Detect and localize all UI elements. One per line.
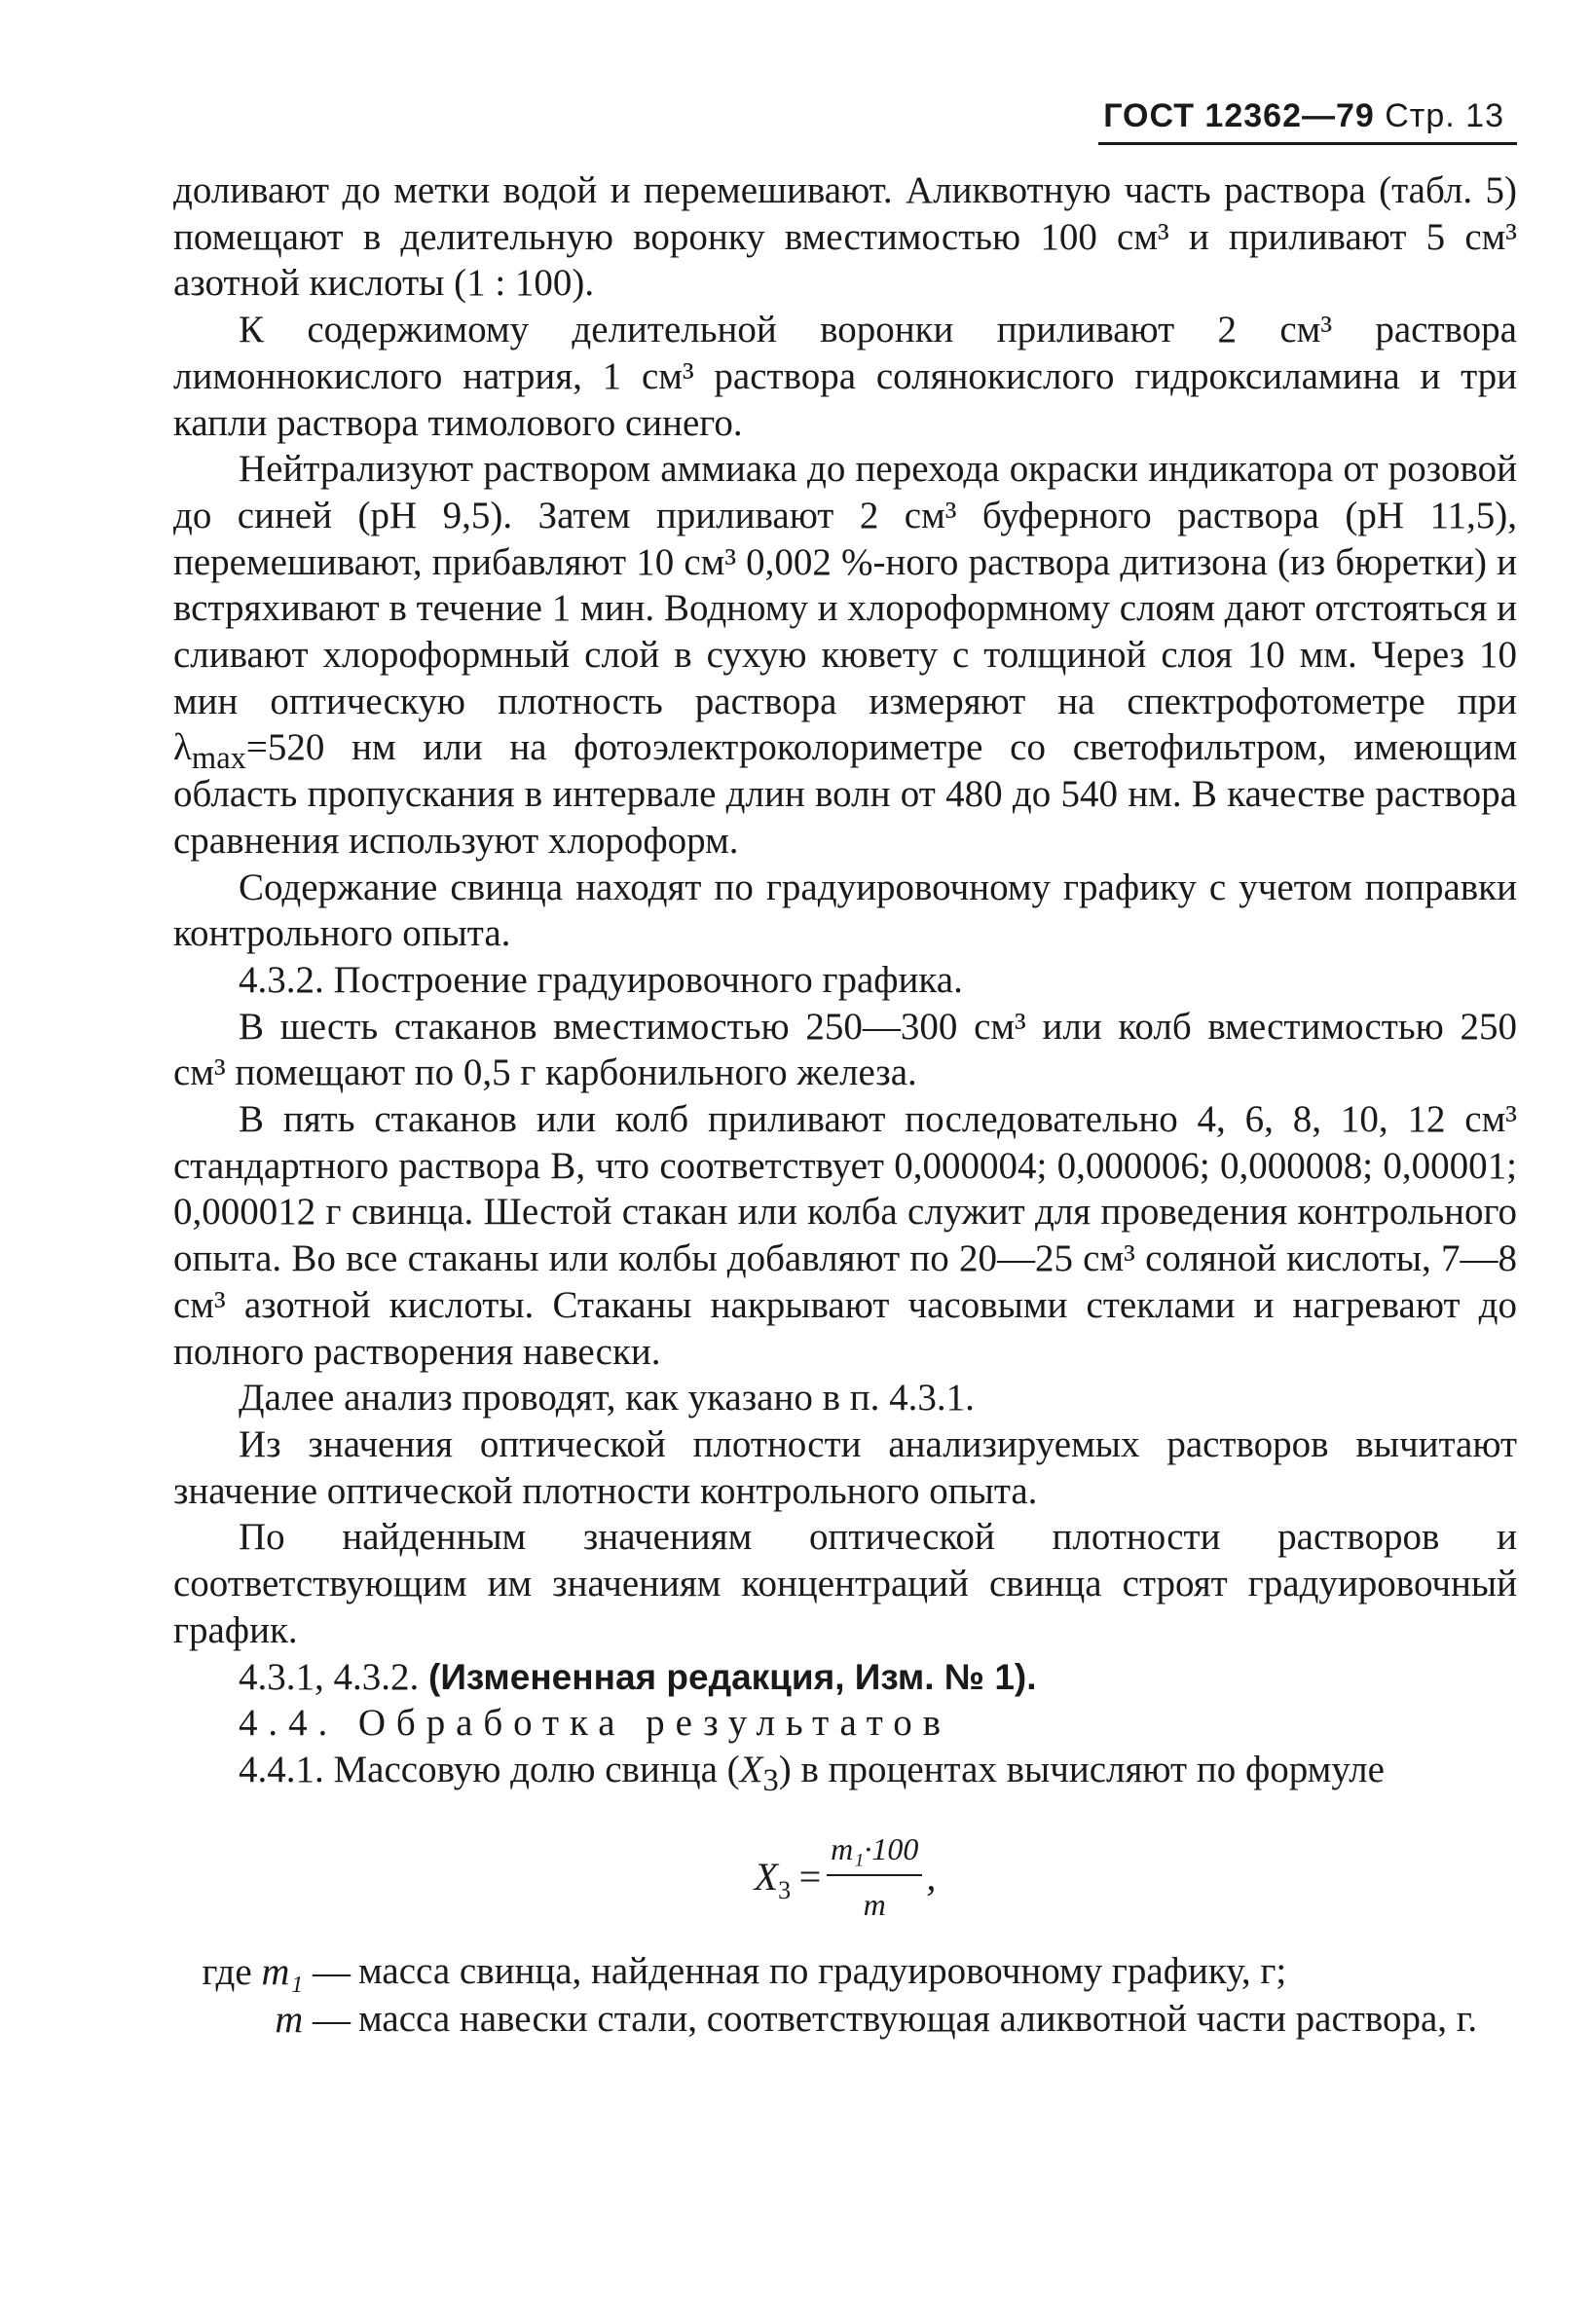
formula-x3 bbox=[173, 1826, 1517, 1929]
header-rule bbox=[1098, 142, 1517, 145]
formula-comma: , bbox=[926, 1855, 937, 1900]
paragraph-9: Из значения оптической плотности анализируемых растворов вычитают значение оптической плотности контрольного опыта. bbox=[173, 1422, 1517, 1512]
m1-dash: — bbox=[303, 1951, 351, 1994]
formula-denominator: m bbox=[863, 1887, 886, 1923]
lambda-max-subscript: max bbox=[191, 741, 246, 777]
formula-lhs-symbol: X bbox=[754, 1855, 779, 1900]
definition-symbol-m1 bbox=[173, 1948, 358, 1996]
paragraph-1: доливают до метки водой и перемешивают. Аликвотную часть раствора (табл. 5) помещают в делительную воронку вместимостью 100 см³ и приливают 5 см³ азотной кислоты (1 : 100). bbox=[173, 169, 1517, 305]
formula-lhs-subscript: 3 bbox=[778, 1876, 792, 1905]
m-symbol: m bbox=[275, 1996, 304, 2041]
formula-numerator: m₁·100 bbox=[827, 1826, 922, 1877]
paragraph-7: В пять стаканов или колб приливают последовательно 4, 6, 8, 10, 12 см³ стандартного раствора В, что соответствует 0,000004; 0,000006; 0,000008; 0,00001; 0,000012 г свинца. Шестой стакан или колба служит для проведения контрольного опыта. Во все стаканы или колбы добавляют по 20—25 см³ соляной кислоты, 7—8 см³ азотной кислоты. Стаканы накрывают часовыми стеклами и нагревают до полного растворения навески. bbox=[173, 1098, 1517, 1373]
paragraph-2: К содержимому делительной воронки приливают 2 см³ раствора лимоннокислого натрия, 1 см³ раствора солянокислого гидроксиламина и три капли раствора тимолового синего. bbox=[173, 309, 1517, 444]
definition-text-m1: масса свинца, найденная по градуировочному графику, г; bbox=[358, 1950, 1287, 1993]
standard-number: ГОСТ 12362—79 bbox=[1103, 97, 1375, 134]
page-number: Стр. 13 bbox=[1385, 97, 1504, 134]
where-word: где bbox=[202, 1951, 262, 1994]
formula-equals: = bbox=[796, 1855, 824, 1900]
x3-variable: X bbox=[739, 1748, 763, 1790]
x3-subscript: 3 bbox=[762, 1762, 779, 1798]
paragraph-3-part-a: Нейтрализуют раствором аммиака до перехода окраски индикатора от розовой до синей (pH 9,5). Затем приливают 2 см³ буферного раствора (pH 11,5), перемешивают, прибавляют 10 см³ 0,002 %-ного раствора дитизона (из бюретки) и встряхивают в течение 1 мин. Водному и хлороформному слоям дают отстояться и сливают хлороформный слой в сухую кювету с толщиной слоя 10 мм. Через 10 мин оптическую плотность раствора измеряют на спектрофотометре при λ bbox=[173, 448, 1517, 769]
paragraph-6: В шесть стаканов вместимостью 250—300 см³ или колб вместимостью 250 см³ помещают по 0,5 г карбонильного железа. bbox=[173, 1005, 1517, 1094]
page-header bbox=[1103, 97, 1504, 135]
paragraph-8: Далее анализ проводят, как указано в п. 4.3.1. bbox=[239, 1377, 975, 1420]
formula-lhs bbox=[754, 1854, 792, 1905]
paragraph-10: По найденным значениям оптической плотности растворов и соответствующим им значениям концентраций свинца строят градуировочный график. bbox=[173, 1516, 1517, 1651]
amendment-prefix: 4.3.1, 4.3.2. bbox=[239, 1655, 428, 1698]
paragraph-13-part-b: ) в процентах вычисляют по формуле bbox=[778, 1748, 1385, 1790]
definition-text-m: масса навески стали, соответствующая аликвотной части раствора, г. bbox=[358, 1997, 1478, 2040]
paragraph-3-part-b: =520 нм или на фотоэлектроколориметре со светофильтром, имеющим область пропускания в интервале длин волн от 480 до 540 нм. В качестве раствора сравнения используют хлороформ. bbox=[173, 726, 1517, 862]
section-4-4-heading: 4.4. Обработка результатов bbox=[239, 1702, 951, 1745]
amendment-note bbox=[173, 1654, 1517, 1701]
paragraph-3 bbox=[173, 446, 1517, 864]
section-4-3-2-heading: 4.3.2. Построение градуировочного графика. bbox=[239, 958, 963, 1001]
m-dash: — bbox=[303, 1998, 351, 2041]
paragraph-13 bbox=[173, 1747, 1517, 1798]
variable-definitions bbox=[173, 1948, 1517, 2043]
paragraph-4: Содержание свинца находят по градуировочному графику с учетом поправки контрольного опыта. bbox=[173, 866, 1517, 955]
definition-symbol-m bbox=[173, 1996, 358, 2044]
m1-symbol: m₁ bbox=[261, 1949, 304, 1994]
document-body bbox=[173, 167, 1517, 2043]
amendment-bold: (Измененная редакция, Изм. № 1). bbox=[428, 1656, 1037, 1697]
paragraph-13-part-a: 4.4.1. Массовую долю свинца ( bbox=[239, 1748, 740, 1790]
formula-fraction bbox=[827, 1826, 922, 1929]
